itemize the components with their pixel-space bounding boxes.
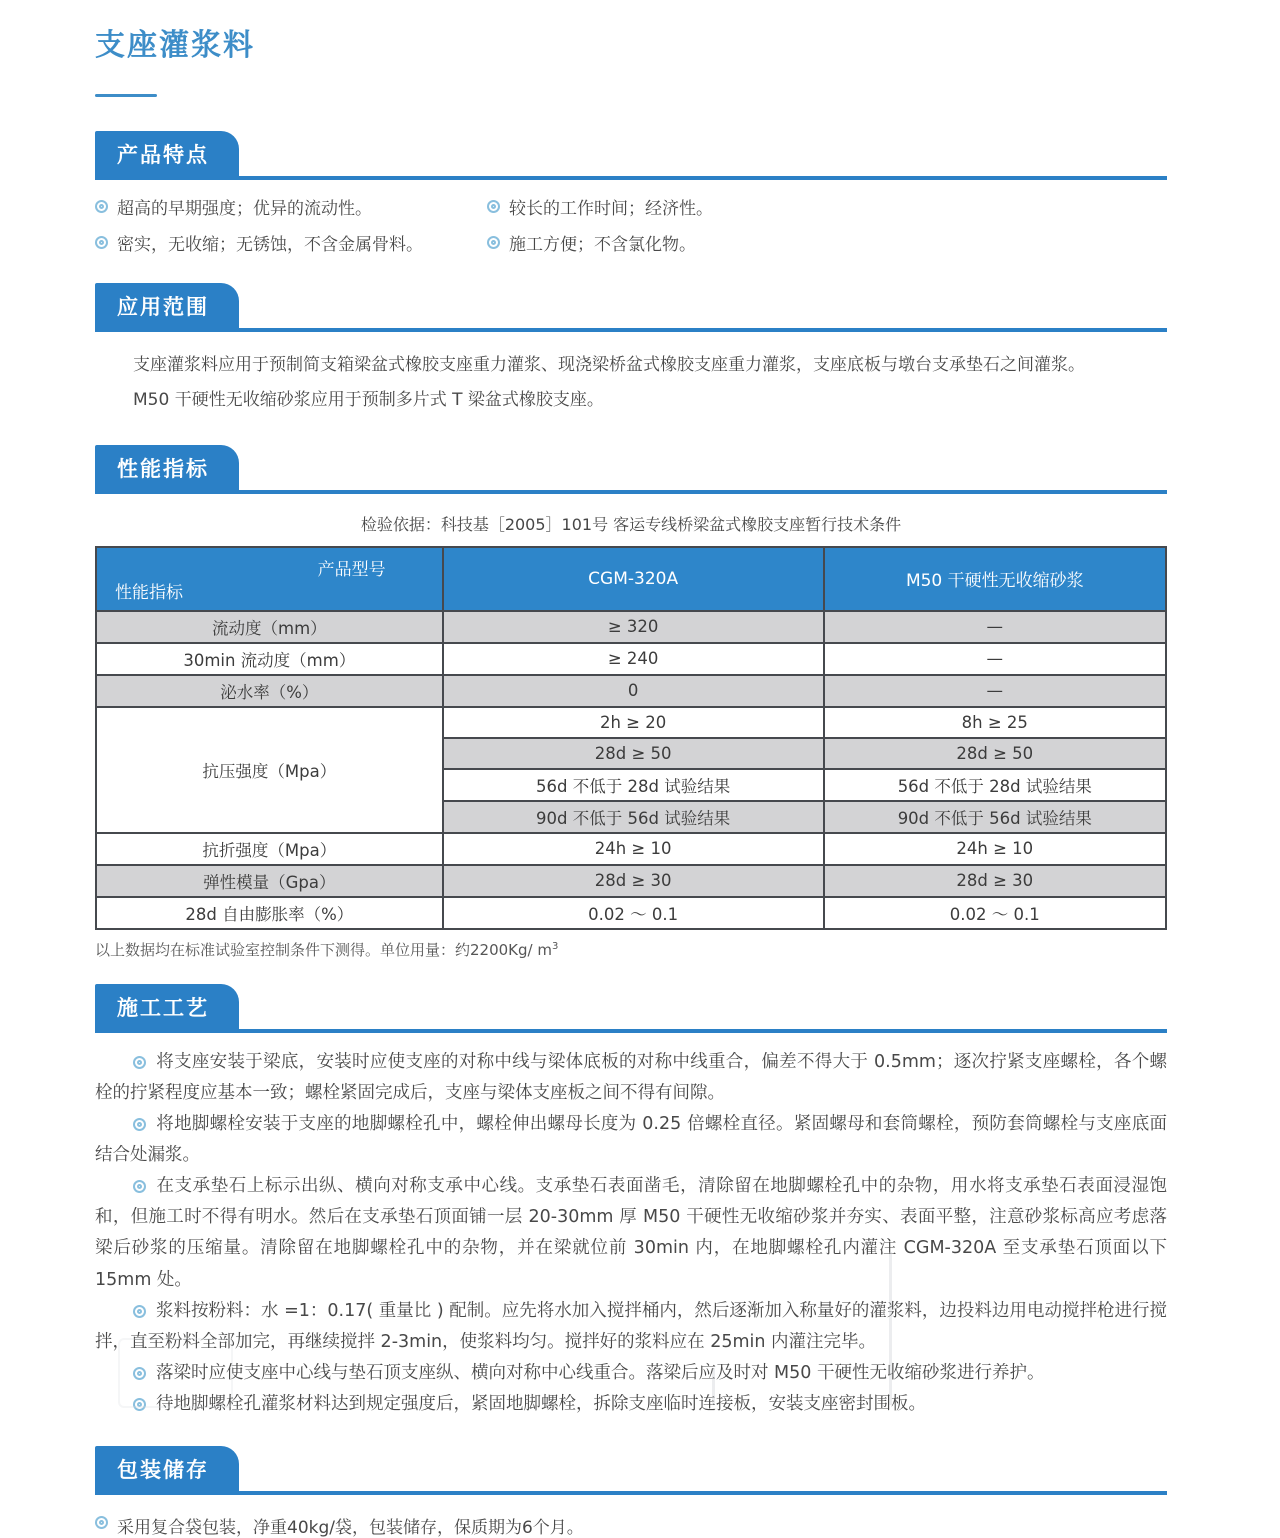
application-line: M50 干硬性无收缩砂浆应用于预制多片式 T 梁盆式橡胶支座。: [133, 389, 604, 410]
process-text: 在支承垫石上标示出纵、横向对称支承中心线。支承垫石表面凿毛，清除留在地脚螺栓孔中的杂物，用水将支承垫石表面浸湿饱和，但施工时不得有明水。然后在支承垫石顶面铺一层 20-30mm 厚 M50 干硬性无收缩砂浆并夯实、表面平整，注意砂浆标高应考虑落梁后砂浆的压缩量。清除留在地脚螺栓孔中的杂物，并在梁就位前 30min 内，在地脚螺栓孔内灌注 CGM-320A 至支承垫石顶面以下 15mm 处。: [95, 1176, 1167, 1290]
scan-artifact: [118, 1338, 233, 1408]
section-tab-process: 施工工艺: [95, 984, 239, 1029]
bullseye-bullet-icon: [133, 1180, 146, 1193]
feature-text: 较长的工作时间；经济性。: [509, 199, 713, 219]
feature-item: [487, 198, 1167, 221]
performance-table: [95, 546, 1167, 930]
bullseye-bullet-icon: [95, 1516, 108, 1529]
table-cell: 0.02 ～ 0.1: [824, 897, 1166, 929]
title-underline: [95, 94, 157, 97]
table-cell: 抗折强度（Mpa）: [96, 833, 443, 865]
bullseye-bullet-icon: [133, 1118, 146, 1131]
table-cell: 流动度（mm）: [96, 611, 443, 643]
table-row: [96, 675, 1166, 707]
table-cell: —: [824, 643, 1166, 675]
header-corner-bottom: 性能指标: [115, 582, 183, 603]
table-cell: 30min 流动度（mm）: [96, 643, 443, 675]
process-text: 将地脚螺栓安装于支座的地脚螺栓孔中，螺栓伸出螺母长度为 0.25 倍螺栓直径。紧固螺母和套筒螺栓，预防套筒螺栓与支座底面结合处漏浆。: [95, 1113, 1167, 1165]
table-cell: 28d ≥ 50: [443, 738, 824, 769]
process-text: 浆料按粉料：水 =1：0.17( 重量比 ) 配制。应先将水加入搅拌桶内，然后逐渐加入称量好的灌浆料，边投料边用电动搅拌枪进行搅拌，直至粉料全部加完，再继续搅拌 2-3min，使浆料均匀。搅拌好的浆料应在 25min 内灌注完毕。: [95, 1300, 1167, 1352]
table-cell: 56d 不低于 28d 试验结果: [824, 769, 1166, 801]
packaging-item: [95, 1513, 1167, 1538]
inspection-basis: 检验依据：科技基［2005］101号 客运专线桥梁盆式橡胶支座暂行技术条件: [360, 514, 902, 534]
table-note-sup: 3: [551, 940, 559, 952]
process-paragraph: [95, 1047, 1167, 1109]
table-cell: 弹性模量（Gpa）: [96, 865, 443, 897]
table-cell: —: [824, 675, 1166, 707]
table-row: [96, 833, 1166, 865]
scan-artifact: [889, 1252, 892, 1405]
process-text: 将支座安装于梁底，安装时应使支座的对称中线与梁体底板的对称中线重合，偏差不得大于 0.5mm；逐次拧紧支座螺栓，各个螺栓的拧紧程度应基本一致；螺栓紧固完成后，支座与梁体支座板之间不得有间隙。: [95, 1051, 1167, 1103]
table-row: [96, 643, 1166, 675]
table-header-cell: CGM-320A: [443, 547, 824, 611]
feature-item: [487, 234, 1167, 257]
table-header-cell: M50 干硬性无收缩砂浆: [824, 547, 1166, 611]
table-cell: 56d 不低于 28d 试验结果: [443, 769, 824, 801]
scan-artifact: [712, 1368, 715, 1405]
feature-text: 施工方便；不含氯化物。: [509, 234, 696, 255]
diagonal-header-cell: [96, 547, 443, 611]
bullseye-bullet-icon: [95, 200, 108, 213]
table-cell: 抗压强度（Mpa）: [96, 707, 443, 833]
bullseye-bullet-icon: [133, 1305, 146, 1318]
bullseye-bullet-icon: [133, 1056, 146, 1069]
bullseye-bullet-icon: [487, 236, 500, 249]
section-tab-packaging: 包装储存: [95, 1446, 239, 1491]
process-paragraph: [95, 1296, 1167, 1358]
table-header-row: [96, 547, 1166, 611]
section-header-packaging: [95, 1446, 1167, 1495]
process-paragraph: [95, 1171, 1167, 1296]
section-tab-features: 产品特点: [95, 131, 239, 176]
page-title: 支座灌浆料: [95, 28, 255, 63]
feature-item: [95, 198, 487, 221]
table-cell: 0: [443, 675, 824, 707]
process-paragraphs: [95, 1047, 1167, 1421]
section-header-performance: [95, 445, 1167, 494]
bullseye-bullet-icon: [95, 236, 108, 249]
table-cell: ≥ 240: [443, 643, 824, 675]
table-cell: 0.02 ～ 0.1: [443, 897, 824, 929]
section-header-application: [95, 283, 1167, 332]
table-row: [96, 611, 1166, 643]
process-paragraph: [95, 1358, 1167, 1389]
table-cell: 24h ≥ 10: [443, 833, 824, 865]
table-cell: 28d ≥ 30: [443, 865, 824, 897]
section-header-process: [95, 984, 1167, 1033]
feature-item: [95, 234, 487, 257]
table-cell: 28d ≥ 50: [824, 738, 1166, 769]
table-cell: 90d 不低于 56d 试验结果: [443, 801, 824, 833]
table-note-text: 以上数据均在标准试验室控制条件下测得。单位用量：约2200Kg/ m: [95, 940, 552, 959]
table-cell: 28d 自由膨胀率（%）: [96, 897, 443, 929]
bullseye-bullet-icon: [487, 200, 500, 213]
feature-list: [95, 198, 1167, 257]
process-text: 待地脚螺栓孔灌浆材料达到规定强度后，紧固地脚螺栓，拆除支座临时连接板，安装支座密封围板。: [156, 1394, 926, 1415]
application-line: 支座灌浆料应用于预制简支箱梁盆式橡胶支座重力灌浆、现浇梁桥盆式橡胶支座重力灌浆，支座底板与墩台支承垫石之间灌浆。: [133, 354, 1085, 375]
table-cell: —: [824, 611, 1166, 643]
table-cell: 2h ≥ 20: [443, 707, 824, 738]
application-text: [95, 348, 1167, 418]
process-text: 落梁时应使支座中心线与垫石顶支座纵、横向对称中心线重合。落梁后应及时对 M50 干硬性无收缩砂浆进行养护。: [156, 1362, 1045, 1383]
table-row: [96, 707, 1166, 738]
packaging-text: 采用复合袋包装，净重40kg/袋，包装储存，保质期为6个月。: [117, 1518, 584, 1538]
table-cell: 泌水率（%）: [96, 675, 443, 707]
table-cell: 28d ≥ 30: [824, 865, 1166, 897]
feature-text: 超高的早期强度；优异的流动性。: [117, 199, 372, 219]
table-row: [96, 897, 1166, 929]
table-note: [95, 939, 1167, 960]
table-cell: 8h ≥ 25: [824, 707, 1166, 738]
table-cell: 24h ≥ 10: [824, 833, 1166, 865]
process-paragraph: [95, 1109, 1167, 1171]
section-tab-performance: 性能指标: [95, 445, 239, 490]
section-header-features: [95, 131, 1167, 180]
table-cell: 90d 不低于 56d 试验结果: [824, 801, 1166, 833]
feature-text: 密实，无收缩；无锈蚀，不含金属骨料。: [117, 234, 423, 255]
table-row: [96, 865, 1166, 897]
table-cell: ≥ 320: [443, 611, 824, 643]
header-corner-top: 产品型号: [317, 559, 386, 580]
section-tab-application: 应用范围: [95, 283, 239, 328]
